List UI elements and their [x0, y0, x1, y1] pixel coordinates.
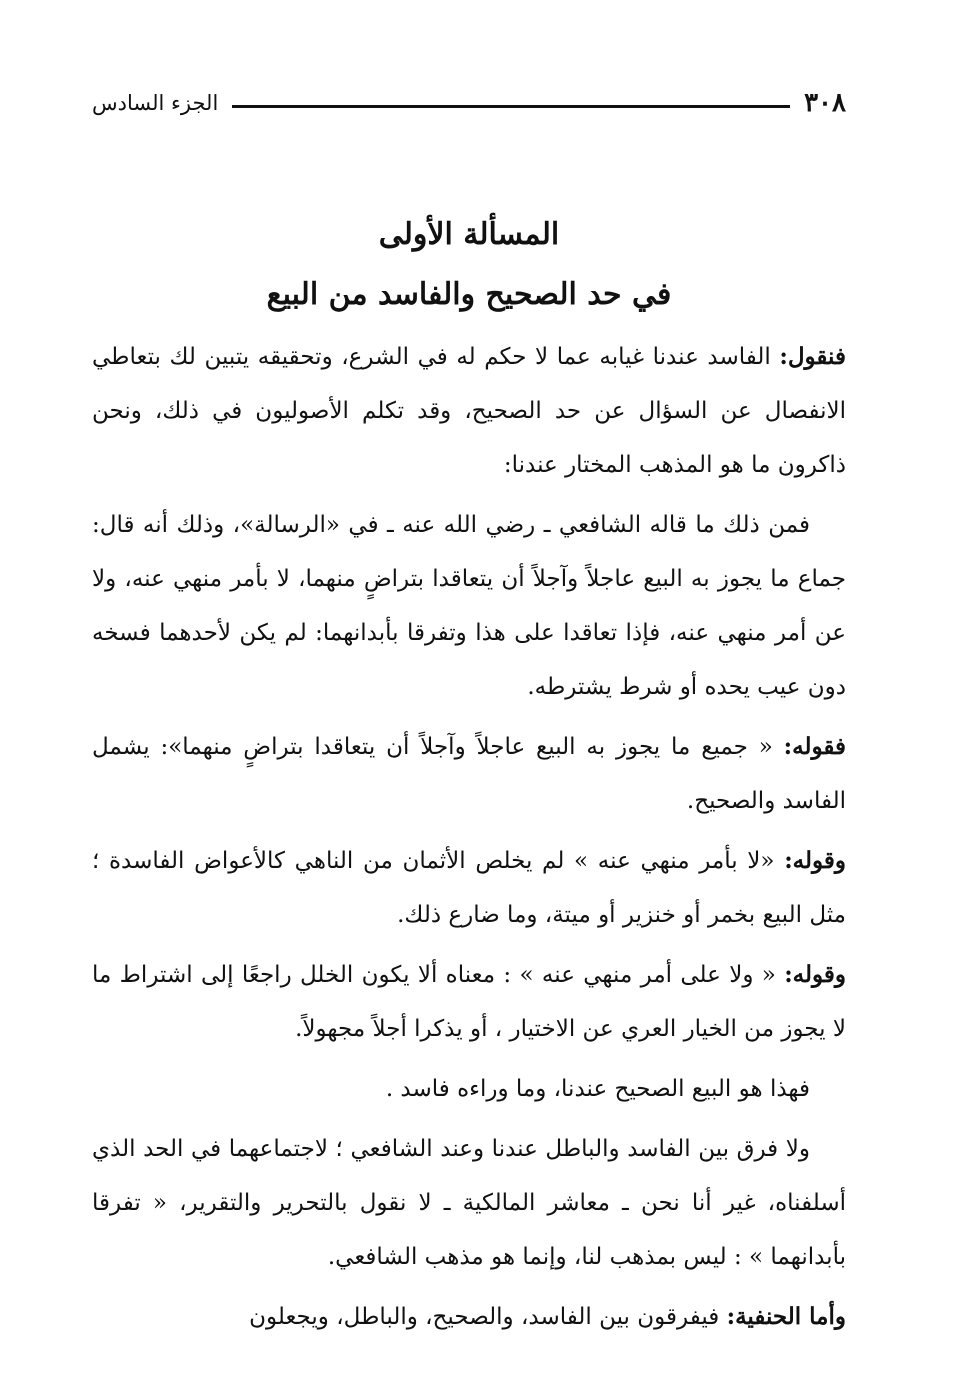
paragraph: [92, 1122, 846, 1284]
paragraph-lead: وقوله:: [784, 961, 846, 988]
running-header: [92, 88, 846, 118]
paragraph: [92, 498, 846, 714]
paragraph-text: فيفرقون بين الفاسد، والصحيح، والباطل، ويجعلون: [249, 1304, 727, 1330]
paragraph-lead: وقوله:: [784, 847, 846, 874]
paragraph: [92, 1062, 846, 1116]
section-subtitle: في حد الصحيح والفاسد من البيع: [266, 277, 672, 312]
paragraph: [92, 948, 846, 1056]
paragraph: [92, 720, 846, 828]
paragraph-text: فمن ذلك ما قاله الشافعي ـ رضي الله عنه ـ في «الرسالة»، وذلك أنه قال: جماع ما يجوز به البيع عاجلاً وآجلاً أن يتعاقدا بتراضٍ منهما، لا بأمر منهي عنه، ولا عن أمر منهي عنه، فإذا تعاقدا على هذا وتفرقا بأبدانهما: لم يكن لأحدهما فسخه دون عيب يحده أو شرط يشترطه.: [92, 512, 846, 700]
paragraph: [92, 1290, 846, 1344]
paragraph-text: « جميع ما يجوز به البيع عاجلاً وآجلاً أن يتعاقدا بتراضٍ منهما»: يشمل الفاسد والصحيح.: [92, 734, 846, 814]
paragraph: [92, 834, 846, 942]
paragraph-lead: وأما الحنفية:: [726, 1303, 846, 1330]
header-rule: [232, 105, 790, 108]
volume-name: الجزء السادس: [92, 91, 219, 115]
paragraph: [92, 330, 846, 492]
paragraph-text: « ولا على أمر منهي عنه » : معناه ألا يكون الخلل راجعًا إلى اشتراط ما لا يجوز من الخيار العري عن الاختيار ، أو يذكرا أجلاً مجهولاً.: [92, 962, 846, 1042]
paragraph-text: ولا فرق بين الفاسد والباطل عندنا وعند الشافعي ؛ لاجتماعهما في الحد الذي أسلفناه، غير أنا نحن ـ معاشر المالكية ـ لا نقول بالتحرير والتقرير، « تفرقا بأبدانهما » : ليس بمذهب لنا، وإنما هو مذهب الشافعي.: [92, 1136, 846, 1270]
paragraph-lead: فقوله:: [783, 733, 846, 760]
paragraph-lead: فنقول:: [779, 343, 846, 370]
body-text: [92, 330, 846, 1350]
section-title: المسألة الأولى: [378, 217, 560, 252]
paragraph-text: فهذا هو البيع الصحيح عندنا، وما وراءه فاسد .: [385, 1076, 810, 1102]
page-number: ٣٠٨: [804, 88, 846, 118]
section-headings: [92, 205, 846, 325]
paragraph-text: الفاسد عندنا غيابه عما لا حكم له في الشرع، وتحقيقه يتبين لك بتعاطي الانفصال عن السؤال عن حد الصحيح، وقد تكلم الأصوليون في ذلك، ونحن ذاكرون ما هو المذهب المختار عندنا:: [92, 344, 846, 478]
paragraph-text: «لا بأمر منهي عنه » لم يخلص الأثمان من الناهي كالأعواض الفاسدة ؛ مثل البيع بخمر أو خنزير أو ميتة، وما ضارع ذلك.: [92, 848, 846, 928]
